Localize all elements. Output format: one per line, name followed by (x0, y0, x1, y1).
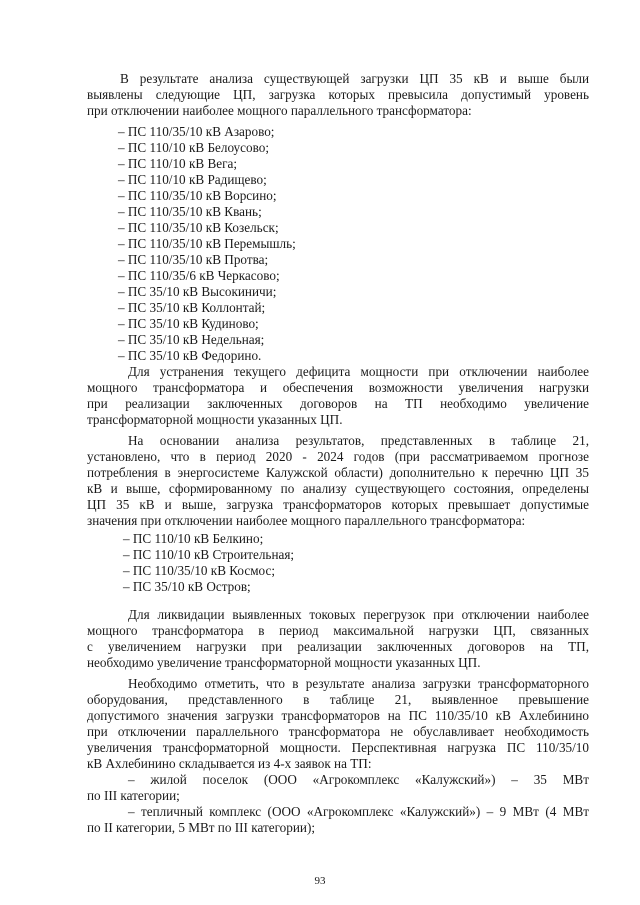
paragraph-5-line-10: по II категории, 5 МВт по III категории); (87, 820, 316, 835)
list-item: – ПС 110/35/10 кВ Квань; (118, 204, 262, 219)
list-item: – ПС 110/35/10 кВ Космос; (123, 563, 275, 578)
paragraph-4-line-4: необходимо увеличение трансформаторной мощности указанных ЦП. (87, 655, 481, 670)
list-item: – ПС 35/10 кВ Остров; (123, 579, 251, 594)
paragraph-3-line-6: значения при отключении наиболее мощного параллельного трансформатора: (87, 513, 526, 528)
paragraph-4-line-1: Для ликвидации выявленных токовых перегрузок при отключении наиболее (128, 607, 589, 622)
paragraph-5-line-9: – тепличный комплекс (ООО «Агрокомплекс «Калужский») – 9 МВт (4 МВт (128, 804, 589, 819)
list-item: – ПС 110/35/10 кВ Перемышль; (118, 236, 296, 251)
list-item: – ПС 110/10 кВ Радищево; (118, 172, 267, 187)
list-item: – ПС 110/35/10 кВ Азарово; (118, 124, 275, 139)
paragraph-2-line-3: при реализации заключенных договоров на ТП необходимо увеличение (87, 396, 589, 411)
list-item: – ПС 110/10 кВ Строительная; (123, 547, 295, 562)
paragraph-4-line-2: мощного трансформатора в период максимальной нагрузки ЦП, связанных (87, 623, 589, 638)
paragraph-5-line-1: Необходимо отметить, что в результате анализа загрузки трансформаторного (128, 676, 589, 691)
paragraph-5-line-2: оборудования, представленного в таблице 21, выявленное превышение (87, 692, 589, 707)
paragraph-5-line-4: при отключении параллельного трансформатора не обуславливает необходимость (87, 724, 589, 739)
paragraph-2-line-4: трансформаторной мощности указанных ЦП. (87, 412, 343, 427)
paragraph-3-line-4: кВ и выше, сформированному по анализу существующего состояния, определены (87, 481, 589, 496)
paragraph-2-line-2: мощного трансформатора и обеспечения возможности увеличения нагрузки (87, 380, 589, 395)
list-item: – ПС 35/10 кВ Высокиничи; (118, 284, 277, 299)
paragraph-3-line-5: ЦП 35 кВ и выше, загрузка трансформаторов которых превышает допустимые (87, 497, 589, 512)
page-number: 93 (314, 875, 326, 887)
paragraph-5-line-7: – жилой поселок (ООО «Агрокомплекс «Калужский») – 35 МВт (128, 772, 589, 787)
list-item: – ПС 110/35/10 кВ Ворсино; (118, 188, 277, 203)
list-item: – ПС 35/10 кВ Федорино. (118, 348, 262, 363)
paragraph-5-line-8: по III категории; (87, 788, 180, 803)
paragraph-3-line-2: установлено, что в период 2020 - 2024 годов (при рассматриваемом прогнозе (87, 449, 589, 464)
paragraph-2-line-1: Для устранения текущего дефицита мощности при отключении наиболее (128, 364, 589, 379)
paragraph-5-line-6: кВ Ахлебинино складывается из 4-х заявок на ТП: (87, 756, 372, 771)
paragraph-1-line-3: при отключении наиболее мощного параллельного трансформатора: (87, 103, 472, 118)
list-item: – ПС 110/10 кВ Белкино; (123, 531, 264, 546)
list-item: – ПС 110/35/10 кВ Козельск; (118, 220, 279, 235)
paragraph-3-line-1: На основании анализа результатов, представленных в таблице 21, (128, 433, 589, 448)
paragraph-1-line-2: выявлены следующие ЦП, загрузка которых превысила допустимый уровень (87, 87, 589, 102)
list-item: – ПС 35/10 кВ Кудиново; (118, 316, 259, 331)
list-item: – ПС 110/10 кВ Белоусово; (118, 140, 269, 155)
list-item: – ПС 110/10 кВ Вега; (118, 156, 238, 171)
paragraph-3-line-3: потребления в энергосистеме Калужской области) дополнительно к перечню ЦП 35 (87, 465, 589, 480)
paragraph-5-line-5: увеличения трансформаторной мощности. Перспективная нагрузка ПС 110/35/10 (87, 740, 589, 755)
paragraph-1-line-1: В результате анализа существующей загрузки ЦП 35 кВ и выше были (120, 71, 589, 86)
list-item: – ПС 110/35/10 кВ Протва; (118, 252, 269, 267)
paragraph-4-line-3: с увеличением нагрузки при реализации заключенных договоров на ТП, (87, 639, 589, 654)
list-item: – ПС 35/10 кВ Недельная; (118, 332, 265, 347)
list-item: – ПС 110/35/6 кВ Черкасово; (118, 268, 280, 283)
list-item: – ПС 35/10 кВ Коллонтай; (118, 300, 266, 315)
paragraph-5-line-3: допустимого значения загрузки трансформаторов на ПС 110/35/10 кВ Ахлебинино (87, 708, 589, 723)
